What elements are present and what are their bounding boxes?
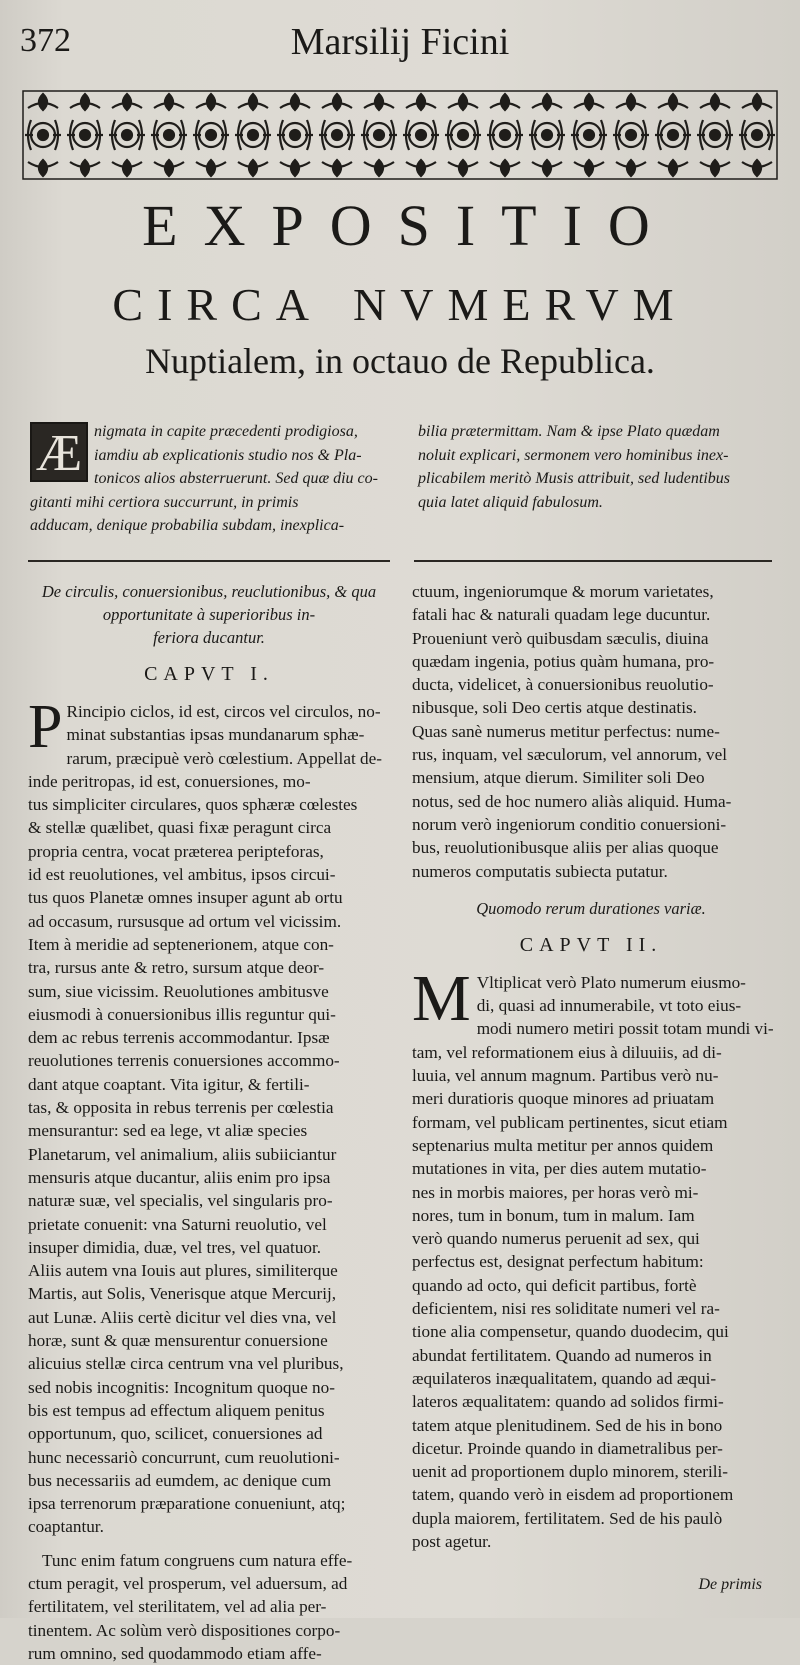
text-line: verò quando numerus peruenit ad sex, qui (412, 1229, 700, 1249)
text-line: mensurantur: sed ea lege, vt aliæ species (28, 1121, 308, 1141)
text-line: ipsa terrenorum præparatione conueniunt, atq; (28, 1494, 346, 1514)
title-sub-a: CIRCA (112, 279, 324, 330)
text-line: ad occasum, rursusque ad ortum vel vicissim. (28, 911, 342, 931)
column-left (28, 580, 390, 1665)
text-line: eiusmodi à conuersionibus illis reguntur qui- (28, 1004, 336, 1024)
text-line: dupla maiorem, fertilitatem. Sed de his paulò (412, 1508, 723, 1528)
text-line: dem ac rebus terrenis accommodantur. Ipsæ (28, 1028, 330, 1048)
text-line: tus simpliciter circulares, quos sphæræ cœlestes (28, 795, 358, 815)
text-line: sum, siue vicissim. Reuolutiones ambitusve (28, 981, 329, 1001)
text-line: dant atque coaptant. Vita igitur, & fertili- (28, 1074, 310, 1094)
text-line: aut Lunæ. Aliis certè dicitur vel dies vna, vel (28, 1307, 337, 1327)
text-line: æquilateros inæqualitatem, quando ad æqui- (412, 1368, 717, 1388)
text-line: meri duratioris quoque minores ad priuatam (412, 1089, 715, 1109)
text-line: reuolutiones terrenis conuersiones accommo- (28, 1051, 340, 1071)
text-line: tatem atque plenitudinem. Sed de his in bono (412, 1415, 723, 1435)
chapter1-text (28, 693, 390, 1665)
text-line: notus, sed de hoc numero aliàs aliquid. Huma- (412, 791, 732, 811)
text-line: tam, vel reformationem eius à diluuiis, ad di- (412, 1042, 722, 1062)
chapter2-initial: M (412, 961, 471, 1035)
text-line: hunc necessariò concurrunt, cum reuolutioni- (28, 1447, 340, 1467)
text-line: propria centra, vocat præterea peripteforas, (28, 841, 324, 861)
text-line: bis est tempus ad effectum aliquem penitus (28, 1400, 325, 1420)
text-line: inde peritropas, id est, conuersiones, mo- (28, 771, 311, 791)
text-line: tra, rursus ante & retro, sursum atque deor- (28, 958, 325, 978)
text-line: Martis, aut Solis, Venerisque atque Mercurij, (28, 1284, 337, 1304)
preface-right (418, 420, 770, 514)
preface-line: iamdiu ab explicationis studio nos & Pla- (94, 446, 362, 464)
text-line: alicuius stellæ circa centrum vna vel pluribus, (28, 1354, 344, 1374)
text-line: mutationes in vita, per dies autem mutatio- (412, 1159, 707, 1179)
column-rule-left (28, 560, 390, 562)
text-line: Tunc enim fatum congruens cum natura effe- (42, 1550, 353, 1570)
text-line: Item à meridie ad septenerionem, atque con- (28, 934, 334, 954)
chapter1-caput: CAPVT I. (144, 663, 274, 685)
chapter1-heading: feriora ducantur. (153, 628, 265, 647)
text-line: Aliis autem vna Iouis aut plures, similiterque (28, 1261, 338, 1281)
text-line: rarum, præcipuè verò cœlestium. Appellat de- (66, 748, 382, 768)
column-right (412, 580, 774, 1553)
title-sub (0, 278, 800, 331)
preface-line: plicabilem meritò Musis attribuit, sed ludentibus (418, 470, 730, 487)
text-line: tas, & opposita in rebus terrenis per cœlestia (28, 1098, 334, 1118)
preface-line: quia latet aliquid fabulosum. (418, 493, 603, 511)
text-line: naturæ suæ, vel specialis, vel singularis pro- (28, 1191, 333, 1211)
text-line: opportunum, quo, scilicet, conuersiones ad (28, 1424, 323, 1444)
title-main: EXPOSITIO (142, 193, 676, 258)
text-line: abundat fertilitatem. Quando ad numeros in (412, 1345, 712, 1365)
text-line: Rincipio ciclos, id est, circos vel circulos, no- (66, 702, 381, 721)
text-line: ducta, videlicet, à conuersionibus reuolutio- (412, 675, 714, 695)
text-line: post agetur. (412, 1531, 492, 1551)
text-line: nores, tum in bonum, tum in malum. Iam (412, 1205, 695, 1225)
text-line: dicetur. Proinde quando in diametralibus per- (412, 1438, 723, 1458)
text-line: Planetarum, vel animalium, aliis subiiciantur (28, 1144, 337, 1164)
text-line: tatem, quando verò in eisdem ad proportionem (412, 1485, 734, 1505)
running-title: Marsilij Ficini (290, 21, 510, 63)
preface-left (30, 420, 392, 538)
text-line: uenit ad proportionem duplo minorem, sterili- (412, 1462, 728, 1482)
text-line: tinentem. Ac solùm verò dispositiones corpo- (28, 1620, 341, 1640)
text-line: coaptantur. (28, 1517, 104, 1537)
text-line: rus, inquam, vel sæculorum, vel annorum, vel (412, 745, 728, 765)
text-line: lateros æqualitatem: quando ad solidos firmi- (412, 1392, 724, 1412)
text-line: mensium, atque dierum. Similiter soli Deo (412, 768, 705, 788)
text-line: formam, vel publicam pertinentes, sicut etiam (412, 1112, 728, 1132)
text-line: minat substantias ipsas mundanarum sphæ- (66, 725, 365, 745)
text-line: ctuum, ingeniorumque & morum varietates, (412, 582, 714, 601)
page-number: 372 (20, 22, 71, 59)
column-rule-right (414, 560, 772, 562)
text-line: prietate conuenit: vna Saturni reuolutio, vel (28, 1214, 327, 1234)
text-line: bus necessariis ad eumdem, ac denique cum (28, 1470, 332, 1490)
preface-line: adducam, denique probabilia subdam, inexplica- (30, 517, 345, 534)
text-line: nibusque, soli Deo certis atque destinatis. (412, 698, 697, 718)
text-line: numeros computatis subiecta putatur. (412, 861, 668, 881)
preface-line: tonicos alios absterruerunt. Sed quæ diu co- (94, 470, 378, 487)
text-line: ctum peragit, vel prosperum, vel aduersum, ad (28, 1573, 348, 1593)
text-line: modi numero metiri possit totam mundi vi- (476, 1019, 774, 1039)
chapter2-caput: CAPVT II. (519, 933, 663, 956)
text-line: nes in morbis maiores, per horas verò mi- (412, 1182, 699, 1202)
preface-line: gitanti mihi certiora succurrunt, in primis (30, 493, 299, 511)
title-line3: Nuptialem, in octauo de Republica. (145, 341, 655, 381)
text-line: di, quasi ad innumerabile, vt toto eius- (476, 996, 742, 1016)
title-sub-b: NVMERVM (353, 279, 688, 330)
text-line: bus, reuolutionibusque aliis per alias quoque (412, 838, 719, 858)
text-line: Proueniunt verò quibusdam sæculis, diuina (412, 628, 709, 648)
text-line: fatali hac & naturali quadam lege ducuntur. (412, 605, 711, 625)
text-line: id est reuolutiones, vel ambitus, ipsos circui- (28, 865, 336, 885)
text-line: Vltiplicat verò Plato numerum eiusmo- (476, 972, 746, 992)
text-line: deficientem, nisi res soliditate numeri vel ra- (412, 1299, 720, 1319)
chapter1-initial: P (28, 693, 63, 761)
text-line: fertilitatem, vel sterilitatem, vel ad alia per- (28, 1597, 327, 1617)
chapter1-heading: De circulis, conuersionibus, reuclutionibus, & qua (41, 582, 377, 601)
preface-line: bilia prætermittam. Nam & ipse Plato quædam (418, 423, 720, 440)
preface-initial: Æ (30, 422, 88, 482)
chapter2-text (412, 961, 774, 1553)
catchword: De primis (698, 1576, 762, 1593)
preface-line: nigmata in capite præcedenti prodigiosa, (94, 423, 358, 440)
text-line: & stellæ quælibet, quasi fixæ peragunt circa (28, 818, 332, 838)
text-line: quædam ingenia, potius quàm humana, pro- (412, 651, 715, 671)
text-line: insuper dimidia, duæ, vel tres, vel quatuor. (28, 1237, 322, 1257)
preface (30, 420, 770, 540)
chapter2-heading: Quomodo rerum durationes variæ. (476, 898, 706, 918)
text-line: tus quos Planetæ omnes insuper agunt ab ortu (28, 888, 343, 908)
text-line: horæ, sunt & quæ mensurentur conuersione (28, 1331, 328, 1351)
text-line: mensuris atque ducantur, aliis enim pro ipsa (28, 1167, 331, 1187)
text-line: tione alia compensetur, quando duodecim, qui (412, 1322, 729, 1342)
text-line: norum verò ingeniorum conditio conuersioni- (412, 814, 727, 834)
text-line: luuia, vel annum magnum. Partibus verò nu- (412, 1066, 719, 1086)
ornamental-border (22, 90, 778, 180)
text-line: septenarius multa metitur per annos quidem (412, 1135, 714, 1155)
text-line: sed nobis incognitis: Incognitum quoque no- (28, 1377, 335, 1397)
preface-line: noluit explicari, sermonem vero hominibus inex- (418, 446, 729, 464)
text-line: quando ad octo, qui deficit partibus, fortè (412, 1275, 697, 1295)
text-line: rum omnino, sed quodammodo etiam affe- (28, 1643, 322, 1663)
text-line: Quas sanè numerus metitur perfectus: nume- (412, 721, 720, 741)
page-header (20, 18, 780, 68)
chapter1-heading: opportunitate à superioribus in- (102, 605, 316, 624)
text-line: perfectus est, designat perfectum habitum: (412, 1252, 704, 1272)
